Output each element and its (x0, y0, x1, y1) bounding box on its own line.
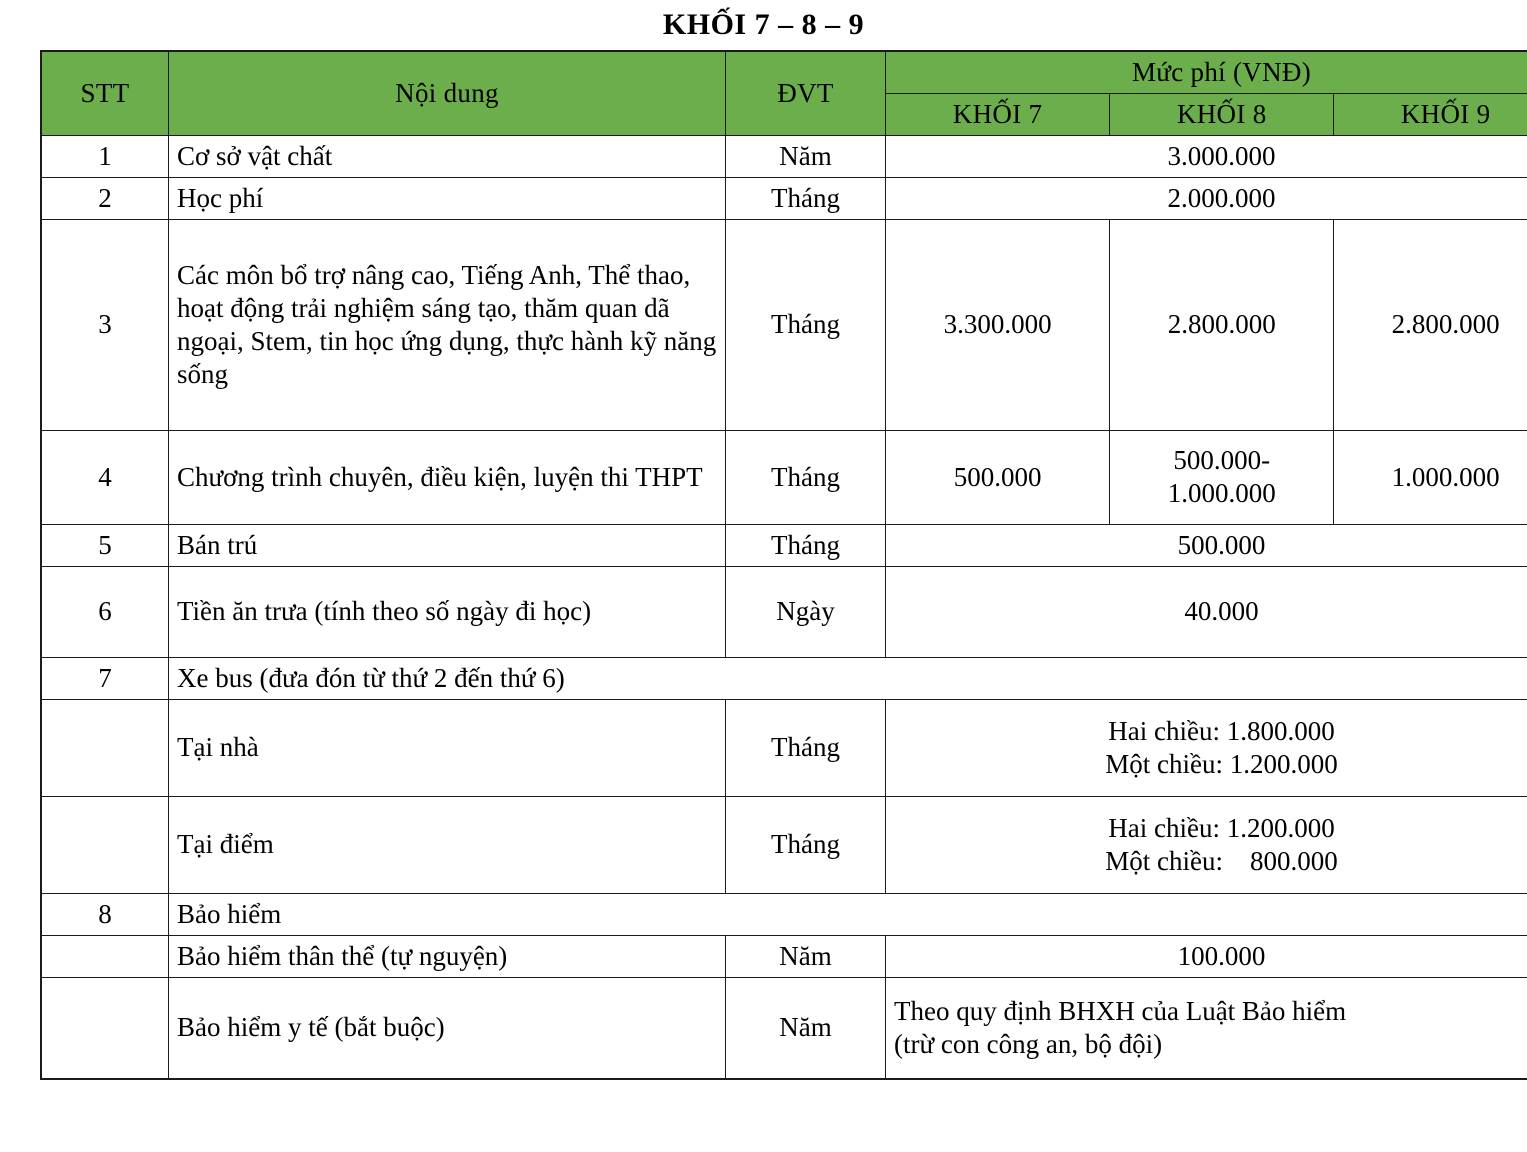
header-khoi-9: KHỐI 9 (1334, 93, 1527, 135)
cell-dvt: Tháng (726, 699, 886, 796)
price-line-1: Hai chiều: 1.200.000 (1108, 812, 1335, 843)
table-row (41, 135, 1527, 177)
cell-stt: 3 (41, 219, 169, 430)
cell-section-title: Bảo hiểm (169, 893, 1527, 935)
cell-dvt: Tháng (726, 524, 886, 566)
cell-noi-dung: Học phí (169, 177, 726, 219)
cell-price-khoi-7: 3.300.000 (886, 219, 1110, 430)
table-header (41, 51, 1527, 135)
cell-price-merged: 100.000 (886, 935, 1527, 977)
cell-noi-dung: Bảo hiểm thân thể (tự nguyện) (169, 935, 726, 977)
cell-dvt: Tháng (726, 219, 886, 430)
cell-noi-dung: Bán trú (169, 524, 726, 566)
cell-stt: 2 (41, 177, 169, 219)
price-line-2: Một chiều: 800.000 (1105, 845, 1338, 876)
header-noi-dung: Nội dung (169, 51, 726, 135)
cell-price-merged (886, 796, 1527, 893)
cell-stt: 6 (41, 566, 169, 657)
cell-price-khoi-9: 2.800.000 (1334, 219, 1527, 430)
cell-noi-dung: Cơ sở vật chất (169, 135, 726, 177)
header-dvt: ĐVT (726, 51, 886, 135)
cell-noi-dung: Chương trình chuyên, điều kiện, luyện thi THPT (169, 430, 726, 524)
cell-stt (41, 977, 169, 1079)
cell-price-khoi-8: 2.800.000 (1110, 219, 1334, 430)
table-row (41, 219, 1527, 430)
cell-stt (41, 699, 169, 796)
cell-noi-dung: Bảo hiểm y tế (bắt buộc) (169, 977, 726, 1079)
cell-noi-dung: Tiền ăn trưa (tính theo số ngày đi học) (169, 566, 726, 657)
header-stt: STT (41, 51, 169, 135)
cell-dvt: Tháng (726, 430, 886, 524)
header-muc-phi: Mức phí (VNĐ) (886, 51, 1527, 93)
page-title: KHỐI 7 – 8 – 9 (662, 8, 865, 41)
cell-stt: 8 (41, 893, 169, 935)
cell-dvt: Năm (726, 935, 886, 977)
price-note-line-1: Theo quy định BHXH của Luật Bảo hiểm (894, 995, 1347, 1026)
header-khoi-8: KHỐI 8 (1110, 93, 1334, 135)
header-khoi-7: KHỐI 7 (886, 93, 1110, 135)
cell-price-khoi-8 (1110, 430, 1334, 524)
table-row-section (41, 893, 1527, 935)
cell-price-merged: 3.000.000 (886, 135, 1527, 177)
cell-price-merged: 500.000 (886, 524, 1527, 566)
table-row (41, 935, 1527, 977)
table-row (41, 524, 1527, 566)
cell-dvt: Năm (726, 977, 886, 1079)
cell-dvt: Tháng (726, 177, 886, 219)
table-row (41, 177, 1527, 219)
price-note-line-2: (trừ con công an, bộ đội) (894, 1028, 1163, 1059)
price-line-1: 500.000- (1173, 445, 1271, 476)
price-line-2: 1.000.000 (1167, 478, 1276, 509)
cell-noi-dung: Các môn bổ trợ nâng cao, Tiếng Anh, Thể thao, hoạt động trải nghiệm sáng tạo, thăm quan dã ngoại, Stem, tin học ứng dụng, thực hành kỹ năng sống (169, 219, 726, 430)
price-line-2: Một chiều: 1.200.000 (1105, 748, 1338, 779)
cell-section-title: Xe bus (đưa đón từ thứ 2 đến thứ 6) (169, 657, 1527, 699)
cell-dvt: Tháng (726, 796, 886, 893)
cell-stt: 7 (41, 657, 169, 699)
table-row (41, 430, 1527, 524)
cell-stt (41, 796, 169, 893)
cell-noi-dung: Tại điểm (169, 796, 726, 893)
fee-schedule-table (40, 50, 1527, 1080)
price-line-1: Hai chiều: 1.800.000 (1108, 715, 1335, 746)
table-body (41, 135, 1527, 1078)
cell-price-khoi-7: 500.000 (886, 430, 1110, 524)
cell-price-merged: 2.000.000 (886, 177, 1527, 219)
table-row (41, 977, 1527, 1079)
table-row (41, 566, 1527, 657)
cell-dvt: Ngày (726, 566, 886, 657)
cell-price-khoi-9: 1.000.000 (1334, 430, 1527, 524)
header-row-primary (41, 51, 1527, 93)
cell-stt (41, 935, 169, 977)
table-row (41, 796, 1527, 893)
cell-price-merged: 40.000 (886, 566, 1527, 657)
cell-stt: 4 (41, 430, 169, 524)
cell-price-note (886, 977, 1527, 1079)
cell-noi-dung: Tại nhà (169, 699, 726, 796)
table-row (41, 699, 1527, 796)
cell-price-merged (886, 699, 1527, 796)
table-row-section (41, 657, 1527, 699)
cell-stt: 1 (41, 135, 169, 177)
cell-dvt: Năm (726, 135, 886, 177)
cell-stt: 5 (41, 524, 169, 566)
